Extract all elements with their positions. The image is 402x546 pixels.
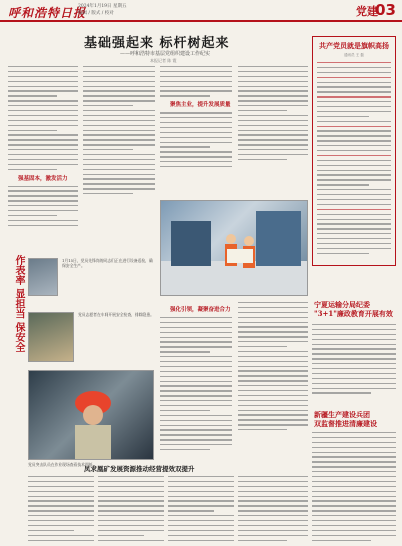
newspaper-logo: 呼和浩特日报 (8, 6, 87, 20)
bottom-story-col-1 (28, 476, 94, 544)
article-column-4 (238, 66, 308, 164)
feature-box (312, 36, 396, 266)
bottom-story-col-2 (98, 476, 164, 544)
right-story-1-title: 宁夏运输分局纪委 "3+1"廉政教育开展有效 (314, 300, 393, 318)
bottom-story-col-3 (168, 476, 234, 544)
photo-volunteer (28, 312, 74, 362)
photo3-caption: 党员突击队员在作业现场查看技术图纸。 (28, 462, 97, 467)
masthead (0, 0, 402, 22)
article-column-1 (8, 66, 78, 230)
page-number: 03 (375, 1, 396, 19)
article-subhead-3: 强化引领，凝聚奋进合力 (170, 307, 231, 313)
right-story-2-body (312, 432, 396, 544)
right-story-1-body (312, 324, 396, 397)
right-story-2-title: 新疆生产建设兵团 双监督推进清廉建设 (314, 410, 377, 428)
photo-helmet-worker (28, 370, 154, 460)
article-column-4b (238, 302, 308, 434)
photo1-caption: 1月15日，党员先锋岗的同志们正在进行设备巡检，确保安全生产。 (62, 258, 153, 268)
photo-inspection (28, 258, 58, 296)
bottom-story-title: 凤求凰矿发展资源推动经营提效双提升 (84, 465, 195, 473)
photo2-caption: 党员志愿者在车间开展安全检查，排除隐患。 (78, 312, 154, 317)
article-column-3 (160, 66, 232, 171)
issue-date: 2024年1月19日 星期五 (78, 4, 127, 9)
main-headline: 基础强起来 标杆树起来 (84, 36, 230, 51)
article-subhead-2: 聚焦主业，提升发展质量 (170, 102, 231, 109)
section-name: 党建 (356, 5, 378, 18)
article-column-3b (160, 302, 232, 454)
main-subhead: ——呼和浩特市基层党组织建设工作纪实 (120, 51, 211, 57)
byline: 本报记者 陈 霞 (150, 58, 177, 63)
article-subhead-1: 强基固本，激发活力 (18, 175, 68, 182)
vertical-slogan: 作表率 显担当 保安全 (13, 255, 24, 352)
photo-workers-machinery (160, 200, 308, 296)
feature-box-title: 共产党员就是旗帜高扬 (319, 41, 389, 50)
article-column-2 (83, 66, 155, 198)
bottom-story-col-4 (238, 476, 308, 544)
feature-box-byline: 通讯员 王 磊 (344, 53, 364, 57)
editor-line: 编辑 / 版式 / 校对 (78, 11, 114, 16)
